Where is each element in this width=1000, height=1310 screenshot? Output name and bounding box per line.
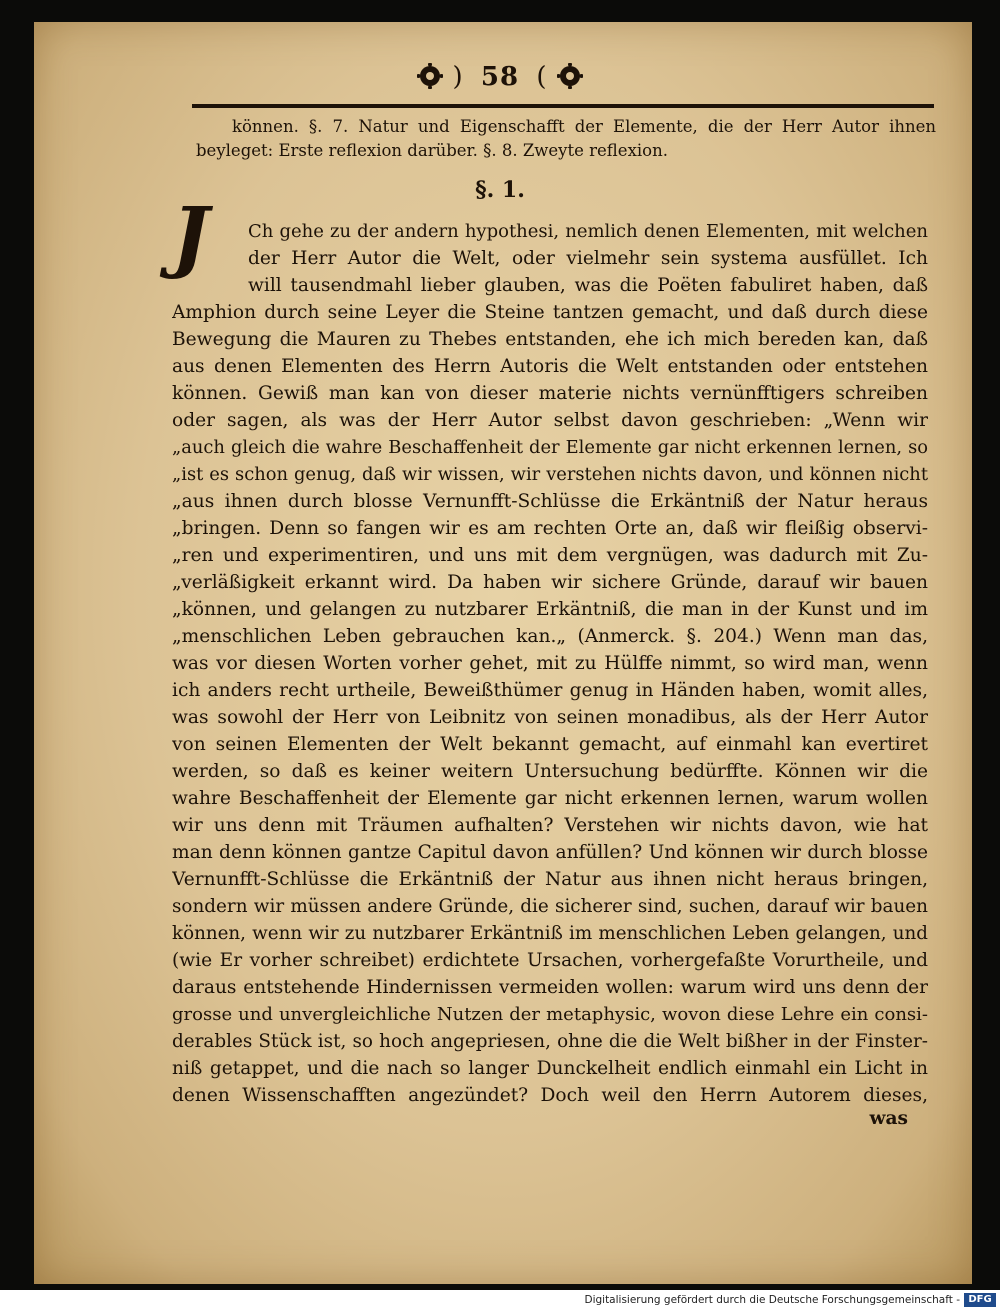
summary-line: beyleget: Erste reflexion darüber. §. 8. Zweyte reflexion. [196, 141, 668, 160]
text-line: aus denen Elementen des Herrn Autoris die Welt entstanden oder entstehen [172, 356, 928, 377]
text-line: niß getappet, und die nach so langer Dunckelheit endlich einmahl ein Licht in [172, 1058, 928, 1079]
text-line: (wie Er vorher schreibet) erdichtete Ursachen, vorhergefaßte Vorurtheile, und [172, 950, 928, 971]
text-line: „menschlichen Leben gebrauchen kan.„ (Anmerck. §. 204.) Wenn man das, [172, 626, 928, 647]
ornament-right-icon [557, 63, 583, 89]
text-line: Amphion durch seine Leyer die Steine tantzen gemacht, und daß durch diese [172, 302, 928, 323]
body-text [172, 218, 928, 1109]
paren-left: ) [452, 62, 464, 92]
ornament-left-icon [417, 63, 443, 89]
drop-capital: J [172, 191, 209, 282]
text-line: oder sagen, als was der Herr Autor selbst davon geschrieben: „Wenn wir [172, 410, 928, 431]
text-line: Bewegung die Mauren zu Thebes entstanden, ehe ich mich bereden kan, daß [172, 329, 928, 350]
footer-credit: Digitalisierung gefördert durch die Deutsche Forschungsgemeinschaft - [584, 1294, 960, 1306]
section-heading: §. 1. [475, 177, 525, 203]
text-line: der Herr Autor die Welt, oder vielmehr sein systema ausfüllet. Ich [248, 248, 928, 269]
text-line: grosse und unvergleichliche Nutzen der metaphysic, wovon diese Lehre ein consi- [172, 1004, 928, 1025]
text-line: Ch gehe zu der andern hypothesi, nemlich denen Elementen, mit welchen [248, 221, 928, 242]
dfg-logo: DFG [964, 1293, 996, 1307]
text-line: wahre Beschaffenheit der Elemente gar nicht erkennen lernen, warum wollen [172, 788, 928, 809]
footer-bar [0, 1290, 1000, 1310]
page-number: 58 [480, 62, 520, 92]
text-line: werden, so daß es keiner weitern Untersuchung bedürffte. Können wir die [172, 761, 928, 782]
text-line: von seinen Elementen der Welt bekannt gemacht, auf einmahl kan evertiret [172, 734, 928, 755]
text-line: derables Stück ist, so hoch angepriesen, ohne die die Welt bißher in der Finster- [172, 1031, 928, 1052]
text-line: daraus entstehende Hindernissen vermeiden wollen: warum wird uns denn der [172, 977, 928, 998]
text-line: „auch gleich die wahre Beschaffenheit der Elemente gar nicht erkennen lernen, so [172, 437, 928, 458]
text-line: denen Wissenschafften angezündet? Doch weil den Herrn Autorem dieses, [172, 1085, 928, 1106]
text-line: ich anders recht urtheile, Beweißthümer genug in Händen haben, womit alles, [172, 680, 928, 701]
text-line: können, wenn wir zu nutzbarer Erkäntniß im menschlichen Leben gelangen, und [172, 923, 928, 944]
text-line: was vor diesen Worten vorher gehet, mit zu Hülffe nimmt, so wird man, wenn [172, 653, 928, 674]
text-line: können. Gewiß man kan von dieser materie nichts vernünfftigers schreiben [172, 383, 928, 404]
text-line: man denn können gantze Capitul davon anfüllen? Und können wir durch blosse [172, 842, 928, 863]
text-line: was sowohl der Herr von Leibnitz von seinen monadibus, als der Herr Autor [172, 707, 928, 728]
text-line: „ist es schon genug, daß wir wissen, wir verstehen nichts davon, und können nicht [172, 464, 928, 485]
text-line: „verläßigkeit erkannt wird. Da haben wir sichere Gründe, darauf wir bauen [172, 572, 928, 593]
page-header [0, 62, 1000, 92]
text-line: „können, und gelangen zu nutzbarer Erkäntniß, die man in der Kunst und im [172, 599, 928, 620]
text-line: sondern wir müssen andere Gründe, die sicherer sind, suchen, darauf wir bauen [172, 896, 928, 917]
catchword: was [869, 1108, 908, 1129]
summary-line: können. §. 7. Natur und Eigenschafft der Elemente, die der Herr Autor ihnen [232, 117, 936, 136]
text-line: wir uns denn mit Träumen aufhalten? Verstehen wir nichts davon, wie hat [172, 815, 928, 836]
text-line: will tausendmahl lieber glauben, was die Poëten fabuliret haben, daß [248, 275, 928, 296]
text-line: „bringen. Denn so fangen wir es am rechten Orte an, daß wir fleißig observi- [172, 518, 928, 539]
text-line: Vernunfft-Schlüsse die Erkäntniß der Natur aus ihnen nicht heraus bringen, [172, 869, 928, 890]
chapter-summary [196, 115, 936, 163]
text-line: „aus ihnen durch blosse Vernunfft-Schlüsse die Erkäntniß der Natur heraus [172, 491, 928, 512]
text-line: „ren und experimentiren, und uns mit dem vergnügen, was dadurch mit Zu- [172, 545, 928, 566]
paren-right: ( [536, 62, 548, 92]
header-rule [192, 104, 934, 108]
